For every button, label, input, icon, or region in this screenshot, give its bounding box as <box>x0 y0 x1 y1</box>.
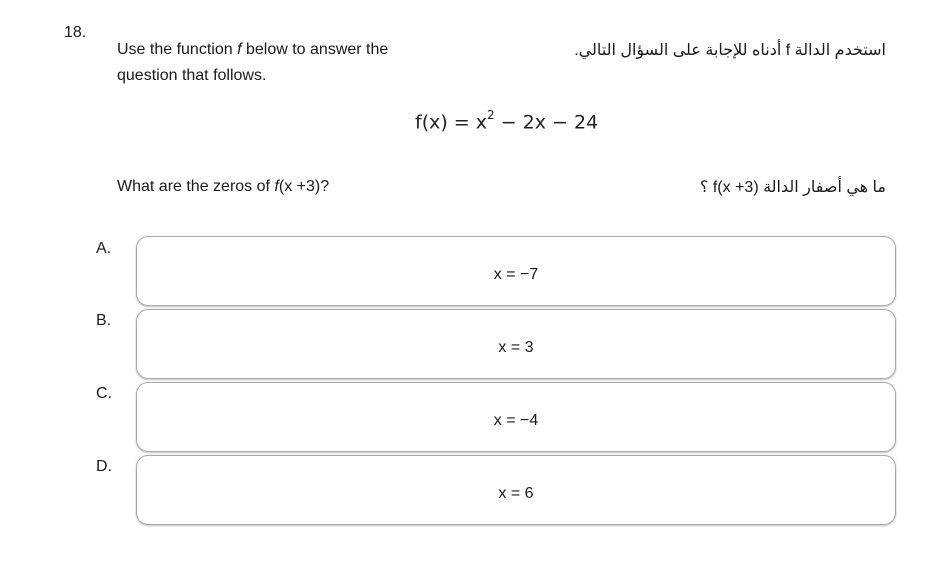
option-value: x = −7 <box>493 266 539 283</box>
formula-lhs: f(x) = x <box>415 111 488 134</box>
answer-option-a[interactable] <box>136 236 896 306</box>
prompt-function-variable: f <box>274 178 279 195</box>
option-value: x = 6 <box>498 485 534 502</box>
option-letter-a: A. <box>96 240 112 257</box>
stem-text-line2: question that follows. <box>117 67 267 84</box>
prompt-text-part: What are the zeros of <box>117 178 275 195</box>
option-value: x = 3 <box>498 339 534 356</box>
function-variable: f <box>237 41 242 58</box>
formula-rhs: − 2x − 24 <box>494 111 599 134</box>
question-prompt-english <box>117 174 329 200</box>
formula-exponent: 2 <box>487 108 495 122</box>
stem-text-part: below to answer the <box>241 41 389 58</box>
option-value: x = −4 <box>493 412 539 429</box>
stem-text-part: Use the function <box>117 41 238 58</box>
question-stem-arabic: استخدم الدالة f أدناه للإجابة على السؤال التالي. <box>574 42 886 59</box>
option-letter-c: C. <box>96 385 112 402</box>
function-formula <box>415 110 598 133</box>
question-number: 18. <box>64 24 87 41</box>
option-letter-d: D. <box>96 458 112 475</box>
question-stem-english <box>117 37 388 89</box>
option-letter-b: B. <box>96 312 112 329</box>
question-prompt-arabic: ما هي أصفار الدالة f(x +3) ؟ <box>699 179 886 196</box>
answer-option-d[interactable] <box>136 455 896 525</box>
answer-option-b[interactable] <box>136 309 896 379</box>
prompt-text-part: (x +3)? <box>278 178 330 195</box>
answer-option-c[interactable] <box>136 382 896 452</box>
